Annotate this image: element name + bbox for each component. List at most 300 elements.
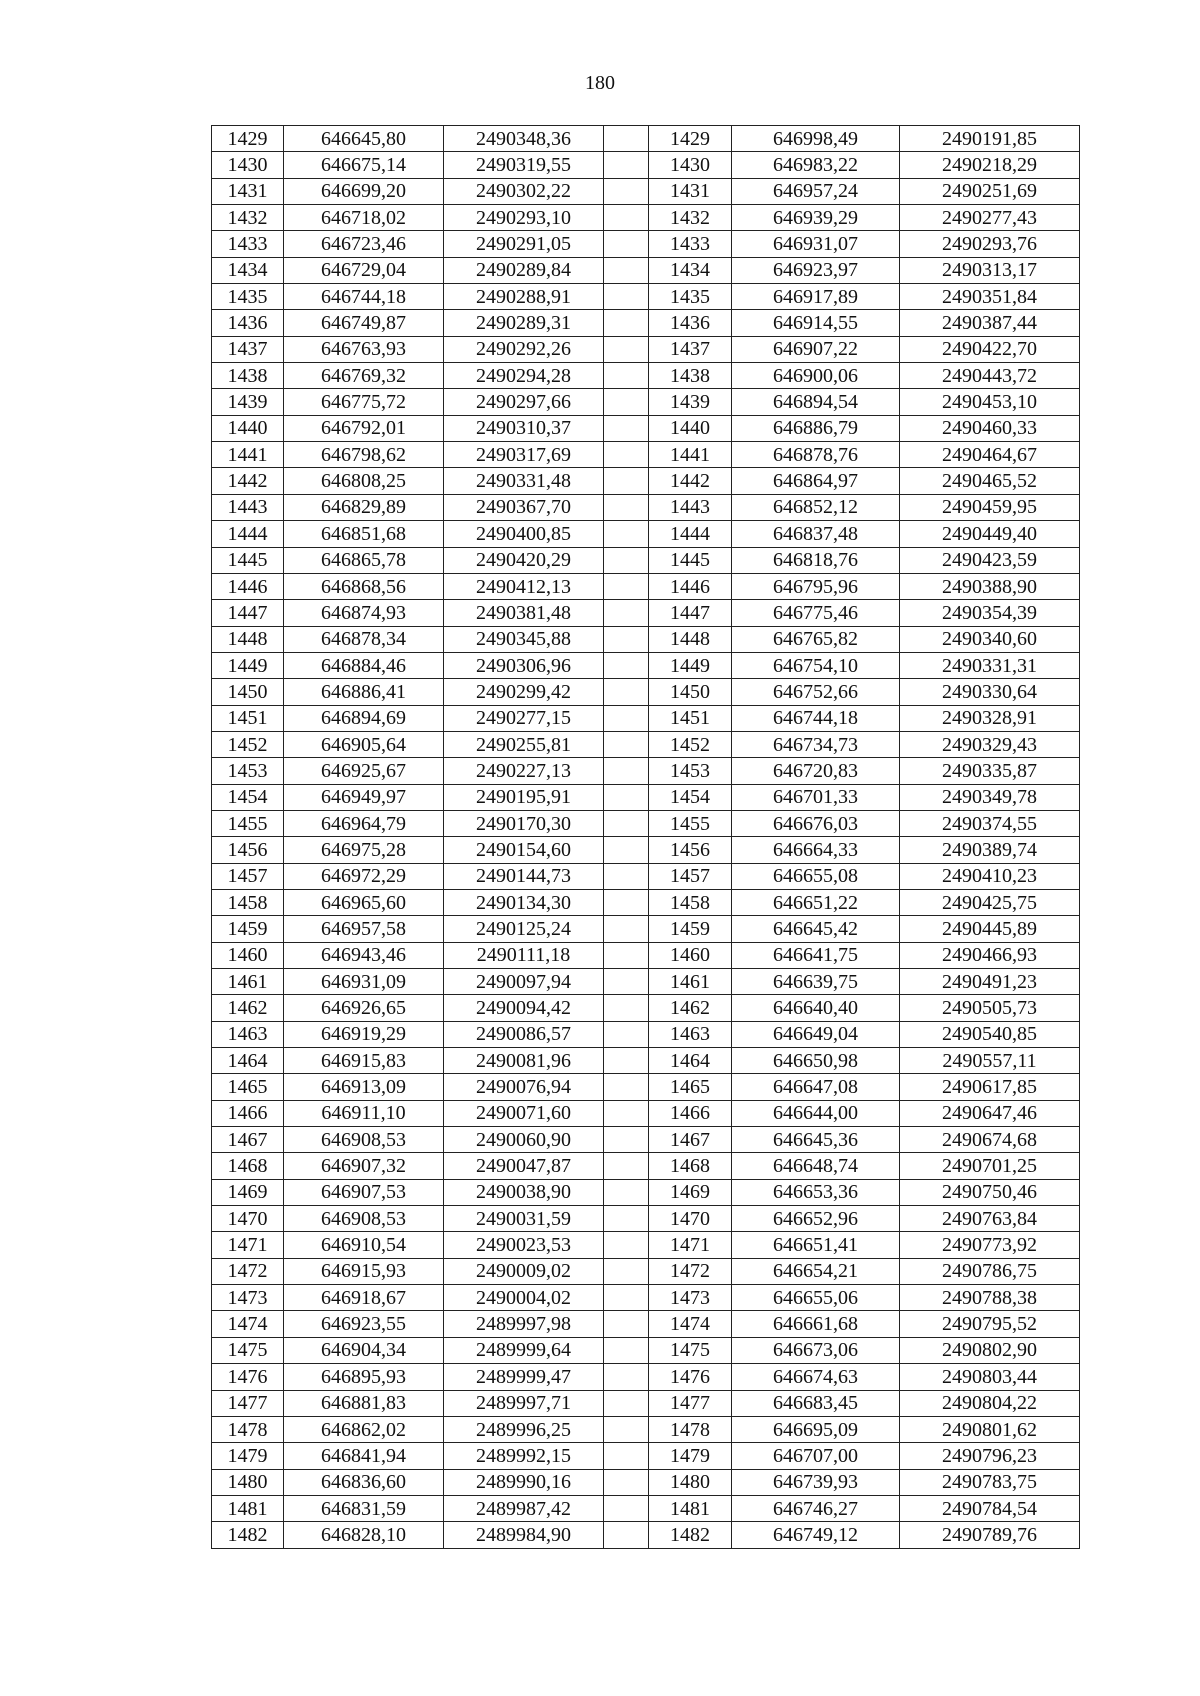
- spacer-cell: [604, 547, 649, 573]
- y-coordinate-left: 2490038,90: [444, 1179, 604, 1205]
- point-number-left: 1469: [212, 1179, 284, 1205]
- spacer-cell: [604, 942, 649, 968]
- x-coordinate-left: 646919,29: [284, 1021, 444, 1047]
- coordinates-table: [211, 125, 1080, 1549]
- spacer-cell: [604, 758, 649, 784]
- x-coordinate-left: 646915,93: [284, 1258, 444, 1284]
- table-row: [212, 494, 1080, 520]
- table-row: [212, 1390, 1080, 1416]
- y-coordinate-right: 2490340,60: [900, 626, 1080, 652]
- x-coordinate-right: 646640,40: [732, 995, 900, 1021]
- point-number-right: 1433: [649, 231, 732, 257]
- table-row: [212, 969, 1080, 995]
- x-coordinate-right: 646739,93: [732, 1469, 900, 1495]
- y-coordinate-left: 2490367,70: [444, 494, 604, 520]
- point-number-right: 1481: [649, 1495, 732, 1521]
- spacer-cell: [604, 1021, 649, 1047]
- point-number-left: 1435: [212, 284, 284, 310]
- spacer-cell: [604, 600, 649, 626]
- y-coordinate-right: 2490795,52: [900, 1311, 1080, 1337]
- point-number-right: 1435: [649, 284, 732, 310]
- y-coordinate-right: 2490425,75: [900, 889, 1080, 915]
- y-coordinate-left: 2489999,64: [444, 1337, 604, 1363]
- point-number-right: 1430: [649, 152, 732, 178]
- x-coordinate-left: 646829,89: [284, 494, 444, 520]
- x-coordinate-left: 646913,09: [284, 1074, 444, 1100]
- y-coordinate-left: 2490317,69: [444, 442, 604, 468]
- x-coordinate-right: 646939,29: [732, 205, 900, 231]
- x-coordinate-left: 646957,58: [284, 916, 444, 942]
- table-row: [212, 1074, 1080, 1100]
- y-coordinate-right: 2490449,40: [900, 521, 1080, 547]
- x-coordinate-left: 646943,46: [284, 942, 444, 968]
- y-coordinate-left: 2490297,66: [444, 389, 604, 415]
- point-number-right: 1442: [649, 468, 732, 494]
- point-number-left: 1473: [212, 1285, 284, 1311]
- point-number-left: 1432: [212, 205, 284, 231]
- point-number-right: 1458: [649, 889, 732, 915]
- point-number-left: 1449: [212, 652, 284, 678]
- spacer-cell: [604, 1258, 649, 1284]
- table-row: [212, 521, 1080, 547]
- x-coordinate-left: 646836,60: [284, 1469, 444, 1495]
- table-row: [212, 916, 1080, 942]
- y-coordinate-right: 2490387,44: [900, 310, 1080, 336]
- point-number-left: 1462: [212, 995, 284, 1021]
- table-row: [212, 679, 1080, 705]
- point-number-left: 1460: [212, 942, 284, 968]
- spacer-cell: [604, 784, 649, 810]
- table-row: [212, 942, 1080, 968]
- x-coordinate-left: 646923,55: [284, 1311, 444, 1337]
- x-coordinate-left: 646792,01: [284, 415, 444, 441]
- spacer-cell: [604, 494, 649, 520]
- x-coordinate-right: 646645,36: [732, 1127, 900, 1153]
- table-row: [212, 1469, 1080, 1495]
- point-number-left: 1453: [212, 758, 284, 784]
- x-coordinate-left: 646645,80: [284, 126, 444, 152]
- y-coordinate-right: 2490773,92: [900, 1232, 1080, 1258]
- spacer-cell: [604, 1522, 649, 1548]
- y-coordinate-right: 2490453,10: [900, 389, 1080, 415]
- table-row: [212, 1179, 1080, 1205]
- y-coordinate-left: 2490294,28: [444, 363, 604, 389]
- point-number-left: 1471: [212, 1232, 284, 1258]
- point-number-left: 1482: [212, 1522, 284, 1548]
- point-number-left: 1467: [212, 1127, 284, 1153]
- table-row: [212, 995, 1080, 1021]
- x-coordinate-left: 646908,53: [284, 1206, 444, 1232]
- x-coordinate-left: 646931,09: [284, 969, 444, 995]
- x-coordinate-right: 646923,97: [732, 257, 900, 283]
- y-coordinate-left: 2490144,73: [444, 863, 604, 889]
- x-coordinate-right: 646707,00: [732, 1443, 900, 1469]
- spacer-cell: [604, 705, 649, 731]
- point-number-right: 1463: [649, 1021, 732, 1047]
- y-coordinate-right: 2490354,39: [900, 600, 1080, 626]
- x-coordinate-right: 646775,46: [732, 600, 900, 626]
- y-coordinate-right: 2490335,87: [900, 758, 1080, 784]
- y-coordinate-right: 2490277,43: [900, 205, 1080, 231]
- spacer-cell: [604, 1416, 649, 1442]
- point-number-right: 1469: [649, 1179, 732, 1205]
- y-coordinate-left: 2490154,60: [444, 837, 604, 863]
- point-number-left: 1436: [212, 310, 284, 336]
- table-row: [212, 705, 1080, 731]
- point-number-right: 1438: [649, 363, 732, 389]
- point-number-right: 1456: [649, 837, 732, 863]
- point-number-right: 1441: [649, 442, 732, 468]
- spacer-cell: [604, 810, 649, 836]
- table-row: [212, 152, 1080, 178]
- spacer-cell: [604, 442, 649, 468]
- x-coordinate-right: 646650,98: [732, 1048, 900, 1074]
- x-coordinate-left: 646865,78: [284, 547, 444, 573]
- y-coordinate-left: 2489987,42: [444, 1495, 604, 1521]
- y-coordinate-left: 2490289,84: [444, 257, 604, 283]
- point-number-right: 1451: [649, 705, 732, 731]
- point-number-left: 1437: [212, 336, 284, 362]
- table-row: [212, 1258, 1080, 1284]
- y-coordinate-right: 2490329,43: [900, 731, 1080, 757]
- point-number-left: 1441: [212, 442, 284, 468]
- x-coordinate-right: 646837,48: [732, 521, 900, 547]
- point-number-right: 1454: [649, 784, 732, 810]
- y-coordinate-left: 2490412,13: [444, 573, 604, 599]
- x-coordinate-right: 646864,97: [732, 468, 900, 494]
- table-row: [212, 1522, 1080, 1548]
- spacer-cell: [604, 178, 649, 204]
- point-number-right: 1462: [649, 995, 732, 1021]
- y-coordinate-left: 2490111,18: [444, 942, 604, 968]
- y-coordinate-right: 2490674,68: [900, 1127, 1080, 1153]
- point-number-right: 1473: [649, 1285, 732, 1311]
- table-row: [212, 1021, 1080, 1047]
- y-coordinate-left: 2490306,96: [444, 652, 604, 678]
- point-number-right: 1453: [649, 758, 732, 784]
- y-coordinate-right: 2490374,55: [900, 810, 1080, 836]
- table-row: [212, 1416, 1080, 1442]
- y-coordinate-left: 2490381,48: [444, 600, 604, 626]
- point-number-right: 1445: [649, 547, 732, 573]
- x-coordinate-left: 646907,53: [284, 1179, 444, 1205]
- y-coordinate-left: 2490195,91: [444, 784, 604, 810]
- point-number-left: 1443: [212, 494, 284, 520]
- x-coordinate-left: 646868,56: [284, 573, 444, 599]
- y-coordinate-right: 2490410,23: [900, 863, 1080, 889]
- y-coordinate-right: 2490251,69: [900, 178, 1080, 204]
- point-number-right: 1479: [649, 1443, 732, 1469]
- point-number-left: 1448: [212, 626, 284, 652]
- point-number-left: 1458: [212, 889, 284, 915]
- x-coordinate-right: 646651,22: [732, 889, 900, 915]
- y-coordinate-left: 2490170,30: [444, 810, 604, 836]
- x-coordinate-left: 646975,28: [284, 837, 444, 863]
- y-coordinate-left: 2490331,48: [444, 468, 604, 494]
- y-coordinate-right: 2490443,72: [900, 363, 1080, 389]
- x-coordinate-left: 646798,62: [284, 442, 444, 468]
- table-row: [212, 389, 1080, 415]
- spacer-cell: [604, 415, 649, 441]
- point-number-left: 1445: [212, 547, 284, 573]
- y-coordinate-right: 2490803,44: [900, 1364, 1080, 1390]
- x-coordinate-left: 646949,97: [284, 784, 444, 810]
- y-coordinate-right: 2490763,84: [900, 1206, 1080, 1232]
- point-number-right: 1467: [649, 1127, 732, 1153]
- y-coordinate-right: 2490788,38: [900, 1285, 1080, 1311]
- point-number-right: 1475: [649, 1337, 732, 1363]
- y-coordinate-right: 2490540,85: [900, 1021, 1080, 1047]
- y-coordinate-right: 2490330,64: [900, 679, 1080, 705]
- x-coordinate-right: 646886,79: [732, 415, 900, 441]
- x-coordinate-right: 646983,22: [732, 152, 900, 178]
- x-coordinate-left: 646911,10: [284, 1100, 444, 1126]
- x-coordinate-left: 646769,32: [284, 363, 444, 389]
- y-coordinate-right: 2490783,75: [900, 1469, 1080, 1495]
- x-coordinate-left: 646699,20: [284, 178, 444, 204]
- x-coordinate-right: 646673,06: [732, 1337, 900, 1363]
- y-coordinate-left: 2490081,96: [444, 1048, 604, 1074]
- y-coordinate-left: 2490125,24: [444, 916, 604, 942]
- x-coordinate-left: 646926,65: [284, 995, 444, 1021]
- spacer-cell: [604, 257, 649, 283]
- y-coordinate-left: 2490400,85: [444, 521, 604, 547]
- table-row: [212, 336, 1080, 362]
- x-coordinate-left: 646775,72: [284, 389, 444, 415]
- y-coordinate-right: 2490464,67: [900, 442, 1080, 468]
- y-coordinate-left: 2490291,05: [444, 231, 604, 257]
- y-coordinate-right: 2490701,25: [900, 1153, 1080, 1179]
- point-number-left: 1430: [212, 152, 284, 178]
- y-coordinate-left: 2490292,26: [444, 336, 604, 362]
- point-number-right: 1477: [649, 1390, 732, 1416]
- point-number-right: 1457: [649, 863, 732, 889]
- x-coordinate-left: 646904,34: [284, 1337, 444, 1363]
- table-row: [212, 810, 1080, 836]
- spacer-cell: [604, 1285, 649, 1311]
- table-row: [212, 126, 1080, 152]
- coordinates-table-body: [212, 126, 1080, 1549]
- point-number-left: 1478: [212, 1416, 284, 1442]
- point-number-left: 1454: [212, 784, 284, 810]
- x-coordinate-left: 646749,87: [284, 310, 444, 336]
- table-row: [212, 231, 1080, 257]
- x-coordinate-right: 646641,75: [732, 942, 900, 968]
- x-coordinate-left: 646828,10: [284, 1522, 444, 1548]
- y-coordinate-right: 2490647,46: [900, 1100, 1080, 1126]
- spacer-cell: [604, 126, 649, 152]
- y-coordinate-left: 2490009,02: [444, 1258, 604, 1284]
- y-coordinate-right: 2490388,90: [900, 573, 1080, 599]
- x-coordinate-left: 646907,32: [284, 1153, 444, 1179]
- x-coordinate-right: 646645,42: [732, 916, 900, 942]
- x-coordinate-right: 646695,09: [732, 1416, 900, 1442]
- y-coordinate-left: 2490319,55: [444, 152, 604, 178]
- y-coordinate-right: 2490328,91: [900, 705, 1080, 731]
- x-coordinate-right: 646664,33: [732, 837, 900, 863]
- x-coordinate-right: 646914,55: [732, 310, 900, 336]
- table-row: [212, 626, 1080, 652]
- point-number-left: 1455: [212, 810, 284, 836]
- point-number-left: 1456: [212, 837, 284, 863]
- table-row: [212, 784, 1080, 810]
- x-coordinate-right: 646647,08: [732, 1074, 900, 1100]
- x-coordinate-left: 646831,59: [284, 1495, 444, 1521]
- y-coordinate-left: 2489990,16: [444, 1469, 604, 1495]
- table-row: [212, 257, 1080, 283]
- table-row: [212, 1127, 1080, 1153]
- spacer-cell: [604, 1469, 649, 1495]
- table-row: [212, 863, 1080, 889]
- x-coordinate-right: 646957,24: [732, 178, 900, 204]
- x-coordinate-right: 646644,00: [732, 1100, 900, 1126]
- point-number-right: 1447: [649, 600, 732, 626]
- point-number-left: 1440: [212, 415, 284, 441]
- point-number-right: 1476: [649, 1364, 732, 1390]
- x-coordinate-left: 646723,46: [284, 231, 444, 257]
- x-coordinate-left: 646972,29: [284, 863, 444, 889]
- y-coordinate-right: 2490331,31: [900, 652, 1080, 678]
- y-coordinate-right: 2490459,95: [900, 494, 1080, 520]
- x-coordinate-left: 646729,04: [284, 257, 444, 283]
- point-number-right: 1452: [649, 731, 732, 757]
- table-row: [212, 758, 1080, 784]
- y-coordinate-left: 2490076,94: [444, 1074, 604, 1100]
- x-coordinate-right: 646765,82: [732, 626, 900, 652]
- point-number-left: 1447: [212, 600, 284, 626]
- x-coordinate-right: 646752,66: [732, 679, 900, 705]
- spacer-cell: [604, 1337, 649, 1363]
- x-coordinate-left: 646763,93: [284, 336, 444, 362]
- x-coordinate-left: 646744,18: [284, 284, 444, 310]
- y-coordinate-left: 2490031,59: [444, 1206, 604, 1232]
- spacer-cell: [604, 336, 649, 362]
- spacer-cell: [604, 1153, 649, 1179]
- point-number-left: 1451: [212, 705, 284, 731]
- spacer-cell: [604, 679, 649, 705]
- point-number-left: 1433: [212, 231, 284, 257]
- point-number-right: 1448: [649, 626, 732, 652]
- point-number-right: 1460: [649, 942, 732, 968]
- x-coordinate-right: 646676,03: [732, 810, 900, 836]
- point-number-right: 1461: [649, 969, 732, 995]
- x-coordinate-right: 646661,68: [732, 1311, 900, 1337]
- table-row: [212, 1048, 1080, 1074]
- table-row: [212, 1206, 1080, 1232]
- spacer-cell: [604, 1127, 649, 1153]
- y-coordinate-left: 2489997,98: [444, 1311, 604, 1337]
- spacer-cell: [604, 1443, 649, 1469]
- y-coordinate-left: 2490094,42: [444, 995, 604, 1021]
- y-coordinate-left: 2490420,29: [444, 547, 604, 573]
- y-coordinate-right: 2490422,70: [900, 336, 1080, 362]
- point-number-left: 1481: [212, 1495, 284, 1521]
- x-coordinate-left: 646918,67: [284, 1285, 444, 1311]
- table-row: [212, 1495, 1080, 1521]
- x-coordinate-left: 646878,34: [284, 626, 444, 652]
- x-coordinate-left: 646675,14: [284, 152, 444, 178]
- point-number-right: 1432: [649, 205, 732, 231]
- table-row: [212, 652, 1080, 678]
- x-coordinate-right: 646701,33: [732, 784, 900, 810]
- y-coordinate-left: 2490134,30: [444, 889, 604, 915]
- spacer-cell: [604, 837, 649, 863]
- x-coordinate-left: 646881,83: [284, 1390, 444, 1416]
- y-coordinate-right: 2490804,22: [900, 1390, 1080, 1416]
- y-coordinate-left: 2490047,87: [444, 1153, 604, 1179]
- spacer-cell: [604, 389, 649, 415]
- point-number-left: 1442: [212, 468, 284, 494]
- point-number-right: 1449: [649, 652, 732, 678]
- y-coordinate-right: 2490349,78: [900, 784, 1080, 810]
- x-coordinate-left: 646874,93: [284, 600, 444, 626]
- spacer-cell: [604, 863, 649, 889]
- spacer-cell: [604, 731, 649, 757]
- point-number-left: 1450: [212, 679, 284, 705]
- table-row: [212, 1364, 1080, 1390]
- x-coordinate-right: 646652,96: [732, 1206, 900, 1232]
- x-coordinate-left: 646884,46: [284, 652, 444, 678]
- spacer-cell: [604, 231, 649, 257]
- spacer-cell: [604, 468, 649, 494]
- point-number-left: 1476: [212, 1364, 284, 1390]
- x-coordinate-right: 646744,18: [732, 705, 900, 731]
- y-coordinate-right: 2490466,93: [900, 942, 1080, 968]
- y-coordinate-left: 2490293,10: [444, 205, 604, 231]
- x-coordinate-right: 646878,76: [732, 442, 900, 468]
- y-coordinate-right: 2490505,73: [900, 995, 1080, 1021]
- spacer-cell: [604, 363, 649, 389]
- point-number-left: 1452: [212, 731, 284, 757]
- y-coordinate-left: 2490227,13: [444, 758, 604, 784]
- table-row: [212, 310, 1080, 336]
- x-coordinate-right: 646907,22: [732, 336, 900, 362]
- point-number-left: 1472: [212, 1258, 284, 1284]
- point-number-right: 1443: [649, 494, 732, 520]
- y-coordinate-left: 2490348,36: [444, 126, 604, 152]
- table-row: [212, 205, 1080, 231]
- table-row: [212, 600, 1080, 626]
- point-number-right: 1472: [649, 1258, 732, 1284]
- x-coordinate-left: 646886,41: [284, 679, 444, 705]
- y-coordinate-left: 2489999,47: [444, 1364, 604, 1390]
- table-row: [212, 284, 1080, 310]
- spacer-cell: [604, 1074, 649, 1100]
- x-coordinate-right: 646746,27: [732, 1495, 900, 1521]
- x-coordinate-right: 646683,45: [732, 1390, 900, 1416]
- y-coordinate-right: 2490313,17: [900, 257, 1080, 283]
- spacer-cell: [604, 152, 649, 178]
- table-row: [212, 1337, 1080, 1363]
- y-coordinate-right: 2490218,29: [900, 152, 1080, 178]
- point-number-left: 1461: [212, 969, 284, 995]
- y-coordinate-right: 2490750,46: [900, 1179, 1080, 1205]
- spacer-cell: [604, 310, 649, 336]
- y-coordinate-right: 2490351,84: [900, 284, 1080, 310]
- y-coordinate-left: 2490289,31: [444, 310, 604, 336]
- point-number-left: 1474: [212, 1311, 284, 1337]
- point-number-left: 1457: [212, 863, 284, 889]
- table-row: [212, 573, 1080, 599]
- point-number-left: 1444: [212, 521, 284, 547]
- table-row: [212, 1153, 1080, 1179]
- y-coordinate-right: 2490784,54: [900, 1495, 1080, 1521]
- x-coordinate-left: 646908,53: [284, 1127, 444, 1153]
- spacer-cell: [604, 916, 649, 942]
- table-row: [212, 1100, 1080, 1126]
- x-coordinate-left: 646894,69: [284, 705, 444, 731]
- x-coordinate-right: 646655,08: [732, 863, 900, 889]
